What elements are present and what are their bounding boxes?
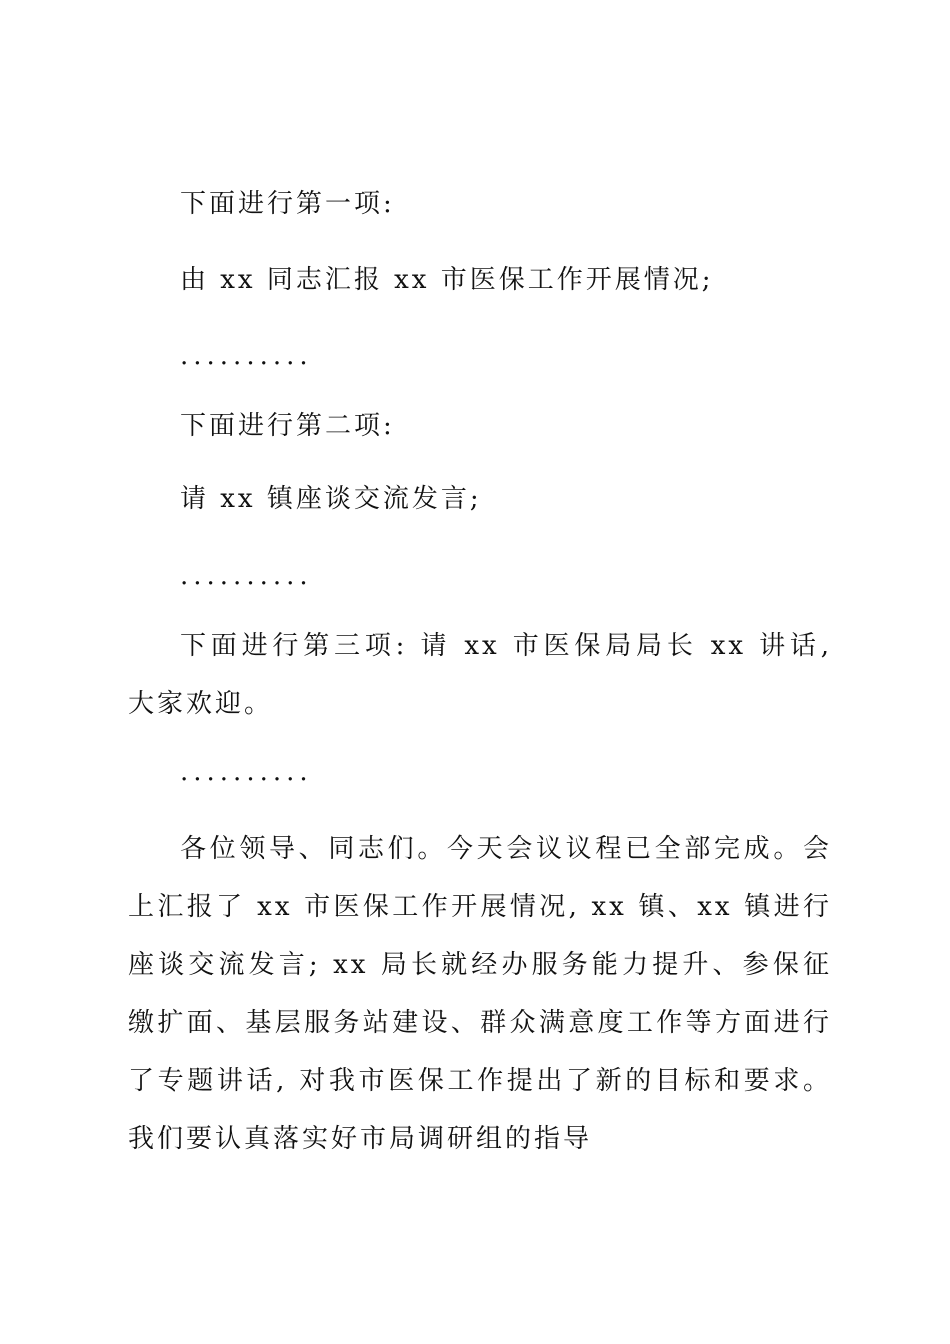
closing-summary-paragraph: 各位领导、同志们。今天会议议程已全部完成。会上汇报了 xx 市医保工作开展情况, xx 镇、xx 镇进行座谈交流发言; xx 局长就经办服务能力提升、参保征缴扩面、基层服务站建设、群众满意度工作等方面进行了专题讲话, 对我市医保工作提出了新的目标和要求。我们要认真落实好市局调研组的指导 [128,834,832,1154]
agenda-item-2-heading: 下面进行第二项: [180,411,395,441]
agenda-item-1-content: 由 xx 同志汇报 xx 市医保工作开展情况; [180,265,714,295]
agenda-item-3: 下面进行第三项: 请 xx 市医保局局长 xx 讲话, 大家欢迎。 [128,631,832,719]
ellipsis-separator-3: .......... [180,757,313,787]
agenda-item-1-heading: 下面进行第一项: [180,189,395,219]
agenda-item-2-content: 请 xx 镇座谈交流发言; [180,484,482,514]
ellipsis-separator-1: .......... [180,341,313,371]
ellipsis-separator-2: .......... [180,561,313,591]
